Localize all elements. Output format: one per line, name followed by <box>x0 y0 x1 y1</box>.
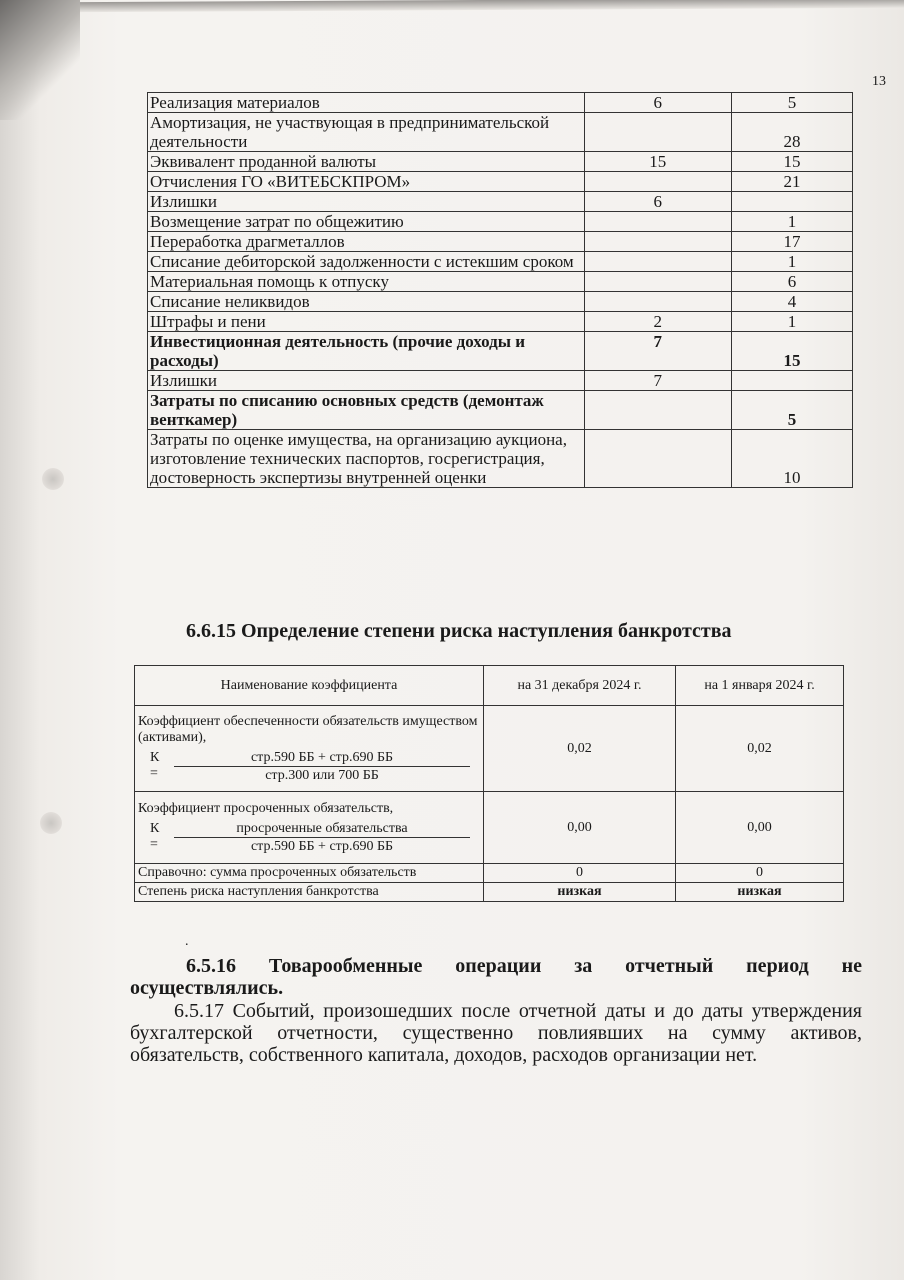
header-name: Наименование коэффициента <box>135 666 484 706</box>
income-row-name: Затраты по списанию основных средств (демонтаж венткамер) <box>148 391 585 430</box>
income-row-name: Отчисления ГО «ВИТЕБСКПРОМ» <box>148 172 585 192</box>
income-row-name: Возмещение затрат по общежитию <box>148 212 585 232</box>
coef2-row <box>135 792 844 864</box>
income-row-value-current <box>584 113 731 152</box>
coef1-numerator: стр.590 ББ + стр.690 ББ <box>174 750 470 767</box>
income-row-name: Излишки <box>148 371 585 391</box>
coef1-denominator: стр.300 или 700 ББ <box>265 767 379 783</box>
income-row-value-previous: 21 <box>731 172 852 192</box>
income-row-value-current <box>584 272 731 292</box>
income-row-value-previous: 28 <box>731 113 852 152</box>
income-row-value-current: 7 <box>584 371 731 391</box>
income-row <box>148 232 853 252</box>
coef1-value-start: 0,02 <box>676 706 844 792</box>
bankruptcy-risk-table <box>134 665 844 902</box>
income-row-name: Эквивалент проданной валюты <box>148 152 585 172</box>
income-row <box>148 252 853 272</box>
header-row <box>135 666 844 706</box>
income-row-name: Списание дебиторской задолженности с истекшим сроком <box>148 252 585 272</box>
coef1-k: К = <box>150 749 160 781</box>
income-row-value-current <box>584 212 731 232</box>
header-date-start: на 1 января 2024 г. <box>676 666 844 706</box>
income-row-value-previous: 1 <box>731 252 852 272</box>
income-row-value-current <box>584 172 731 192</box>
reference-row <box>135 864 844 883</box>
income-row-value-previous: 17 <box>731 232 852 252</box>
income-row-name: Переработка драгметаллов <box>148 232 585 252</box>
income-row-value-current <box>584 292 731 312</box>
income-row <box>148 430 853 488</box>
paragraph-6516-number: 6.5.16 <box>186 955 236 977</box>
income-row-value-previous: 15 <box>731 152 852 172</box>
income-row-name: Амортизация, не участвующая в предпринимательской деятельности <box>148 113 585 152</box>
income-row-value-previous: 4 <box>731 292 852 312</box>
coef1-name: Коэффициент обеспеченности обязательств имуществом (активами), <box>138 713 478 745</box>
income-row-name: Материальная помощь к отпуску <box>148 272 585 292</box>
paragraph-6517 <box>130 1000 862 1066</box>
paragraph-6517-text: Событий, произошедших после отчетной даты и до даты утверждения бухгалтерской отчетности, существенно повлиявших на сумму активов, обязательств, собственного капитала, доходов, расходов организации нет. <box>130 1000 862 1066</box>
income-row <box>148 152 853 172</box>
coef1-value-end: 0,02 <box>483 706 675 792</box>
reference-name: Справочно: сумма просроченных обязательств <box>135 864 484 883</box>
risk-degree-value-start: низкая <box>676 883 844 902</box>
coef2-cell <box>135 792 484 864</box>
income-row-name: Реализация материалов <box>148 93 585 113</box>
income-row-value-current <box>584 430 731 488</box>
income-row <box>148 212 853 232</box>
income-row <box>148 292 853 312</box>
reference-value-end: 0 <box>483 864 675 883</box>
income-row-value-previous: 10 <box>731 430 852 488</box>
income-row-value-previous: 1 <box>731 212 852 232</box>
coef2-denominator: стр.590 ББ + стр.690 ББ <box>250 838 394 854</box>
coef1-formula <box>138 750 480 784</box>
income-row <box>148 332 853 371</box>
header-date-end: на 31 декабря 2024 г. <box>483 666 675 706</box>
income-row-value-current: 6 <box>584 93 731 113</box>
binder-hole-top <box>42 468 64 490</box>
income-table <box>147 92 853 488</box>
income-row <box>148 113 853 152</box>
section-title: 6.6.15 Определение степени риска наступления банкротства <box>186 620 732 642</box>
binder-hole-bottom <box>40 812 62 834</box>
risk-degree-row <box>135 883 844 902</box>
income-row-value-previous <box>731 371 852 391</box>
coef2-formula <box>138 821 480 855</box>
paragraph-6517-number: 6.5.17 <box>174 1000 224 1022</box>
risk-degree-value-end: низкая <box>483 883 675 902</box>
coef1-cell <box>135 706 484 792</box>
income-row <box>148 272 853 292</box>
coef2-value-start: 0,00 <box>676 792 844 864</box>
page-number: 13 <box>872 74 886 89</box>
income-row-value-current: 2 <box>584 312 731 332</box>
income-row <box>148 391 853 430</box>
coef2-name: Коэффициент просроченных обязательств, <box>138 800 394 816</box>
income-row <box>148 192 853 212</box>
coef2-value-end: 0,00 <box>483 792 675 864</box>
income-row-value-previous <box>731 192 852 212</box>
risk-degree-name: Степень риска наступления банкротства <box>135 883 484 902</box>
paragraph-6516-text: Товарообменные операции за отчетный период не осуществлялись. <box>130 955 863 999</box>
income-row-name: Инвестиционная деятельность (прочие доходы и расходы) <box>148 332 585 371</box>
income-row-name: Затраты по оценке имущества, на организацию аукциона, изготовление технических паспортов, госрегистрация, достоверность экспертизы внутренней оценки <box>148 430 585 488</box>
income-row-name: Списание неликвидов <box>148 292 585 312</box>
income-row-value-previous: 15 <box>731 332 852 371</box>
folded-corner <box>0 0 80 120</box>
income-row-value-current: 6 <box>584 192 731 212</box>
income-row-value-previous: 6 <box>731 272 852 292</box>
reference-value-start: 0 <box>676 864 844 883</box>
stray-dot: . <box>185 934 189 949</box>
income-row-value-current <box>584 391 731 430</box>
coef2-k: К = <box>150 820 160 852</box>
income-row <box>148 172 853 192</box>
income-row-value-current: 15 <box>584 152 731 172</box>
income-row-value-previous: 1 <box>731 312 852 332</box>
income-row-name: Излишки <box>148 192 585 212</box>
income-row-value-previous: 5 <box>731 93 852 113</box>
paragraph-6516 <box>130 955 862 999</box>
income-row <box>148 312 853 332</box>
income-row-value-current <box>584 252 731 272</box>
income-row <box>148 93 853 113</box>
income-row-value-current: 7 <box>584 332 731 371</box>
income-row-name: Штрафы и пени <box>148 312 585 332</box>
coef1-row <box>135 706 844 792</box>
income-row-value-previous: 5 <box>731 391 852 430</box>
coef2-numerator: просроченные обязательства <box>174 821 470 838</box>
income-row <box>148 371 853 391</box>
income-row-value-current <box>584 232 731 252</box>
